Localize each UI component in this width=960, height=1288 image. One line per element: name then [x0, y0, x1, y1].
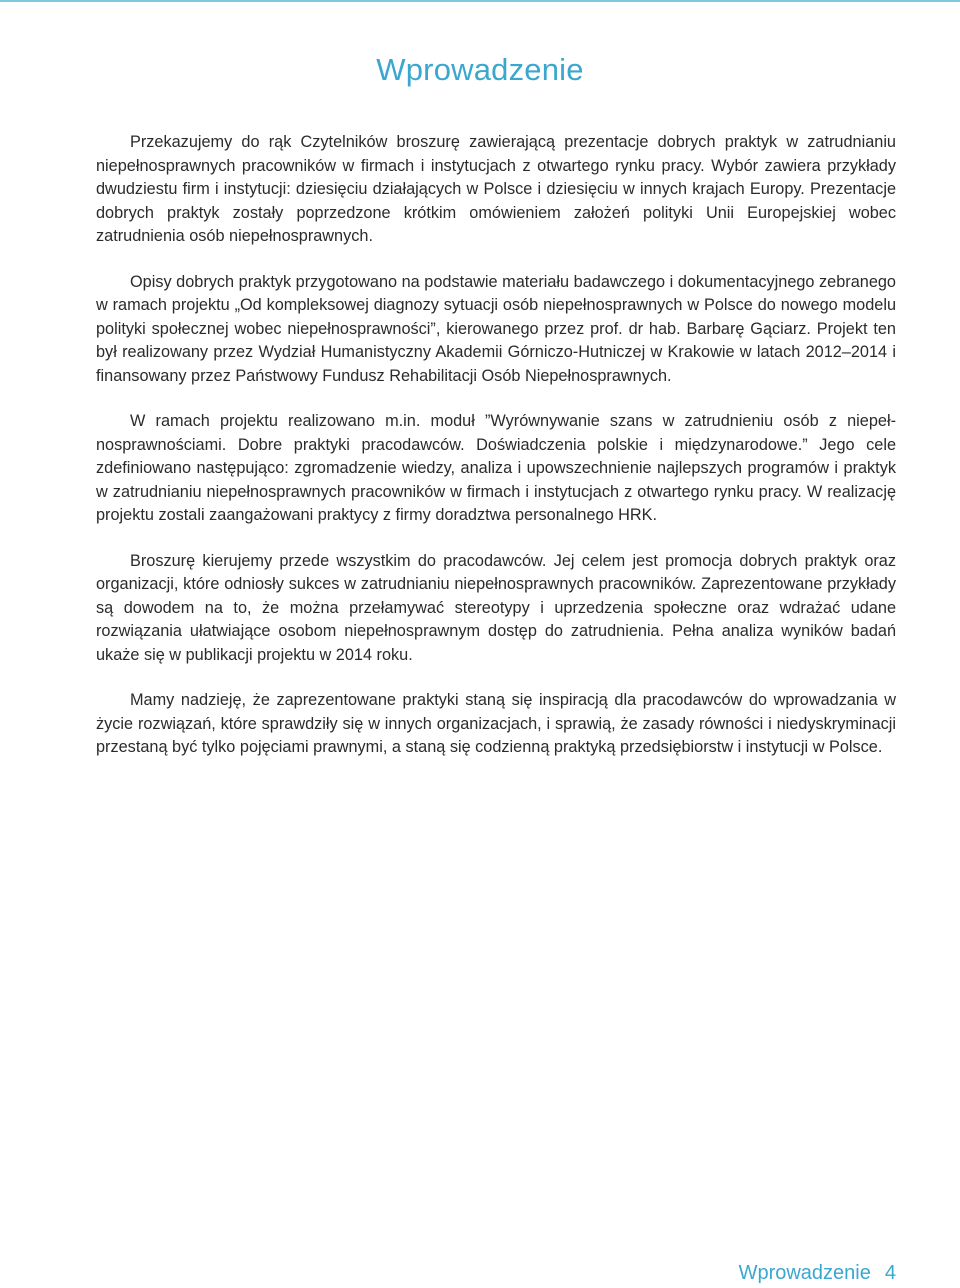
page-number: 4 [884, 1262, 896, 1284]
top-rule [0, 0, 960, 2]
paragraph-4: Broszurę kierujemy przede wszystkim do pracodawców. Jej celem jest promocja dobrych praktyk oraz organizacji, które odniosły sukces w zatrudnianiu niepełnosprawnych pracowników. Zaprezentowane przykłady są dowodem na to, że można przełamywać stereotypy i uprzedzenia społeczne oraz wdrażać udane rozwiązania ułatwiające osobom niepełnosprawnym dostęp do zatrudnienia. Pełna analiza wyników badań ukaże się w publikacji projektu w 2014 roku. [96, 551, 896, 664]
body-text [96, 131, 896, 782]
paragraph-2: Opisy dobrych praktyk przygotowano na podstawie materiału badawczego i dokumentacyjnego zebranego w ramach projektu „Od kompleksowej diagnozy sytuacji osób niepełnosprawnych w Polsce do nowego modelu polityki społecznej wobec niepełnosprawności”, kierowanego przez prof. dr hab. Barbarę Gąciarz. Projekt ten był realizowany przez Wydział Humanistyczny Akademii Górniczo-Hutniczej w Krakowie w latach 2012–2014 i finansowany przez Państwowy Fundusz Rehabilitacji Osób Niepełnosprawnych. [96, 272, 896, 385]
paragraph-1: Przekazujemy do rąk Czytelników broszurę zawierającą prezentacje dobrych praktyk w zatrudnianiu niepełnosprawnych pracowników w firmach i instytucjach z otwartego rynku pracy. Wybór zawiera przykłady dwudziestu firm i instytucji: dziesięciu działających w Polsce i dziesięciu w innych krajach Europy. Prezentacje dobrych praktyk zostały poprzedzone krótkim omówieniem założeń polityki Unii Europejskiej wobec zatrudnienia osób niepełnosprawnych. [96, 133, 896, 245]
paragraph-3: W ramach projektu realizowano m.in. moduł ”Wyrównywanie szans w zatrudnieniu osób z niepełnosprawnościami. Dobre praktyki pracodawców. Doświadczenia polskie i międzynarodowe.” Jego cele zdefiniowano następująco: zgromadzenie wiedzy, analiza i upowszechnienie najlepszych programów i praktyk w zatrudnianiu niepełnosprawnych pracowników w firmach i instytucjach z otwartego rynku pracy. W realizację projektu zostali zaangażowani praktycy z firmy doradztwa personalnego HRK. [96, 412, 896, 524]
page-title: Wprowadzenie [376, 52, 584, 87]
footer-section-label: Wprowadzenie [738, 1262, 871, 1284]
page-footer [739, 1262, 896, 1285]
paragraph-5: Mamy nadzieję, że zaprezentowane praktyki staną się inspiracją dla pracodawców do wprowadzania w życie rozwiązań, które sprawdziły się w innych organizacjach, i sprawią, że zasady równości i niedyskryminacji przestaną być tylko pojęciami prawnymi, a staną się codzienną praktyką przedsiębiorstw i instytucji w Polsce. [96, 691, 896, 756]
